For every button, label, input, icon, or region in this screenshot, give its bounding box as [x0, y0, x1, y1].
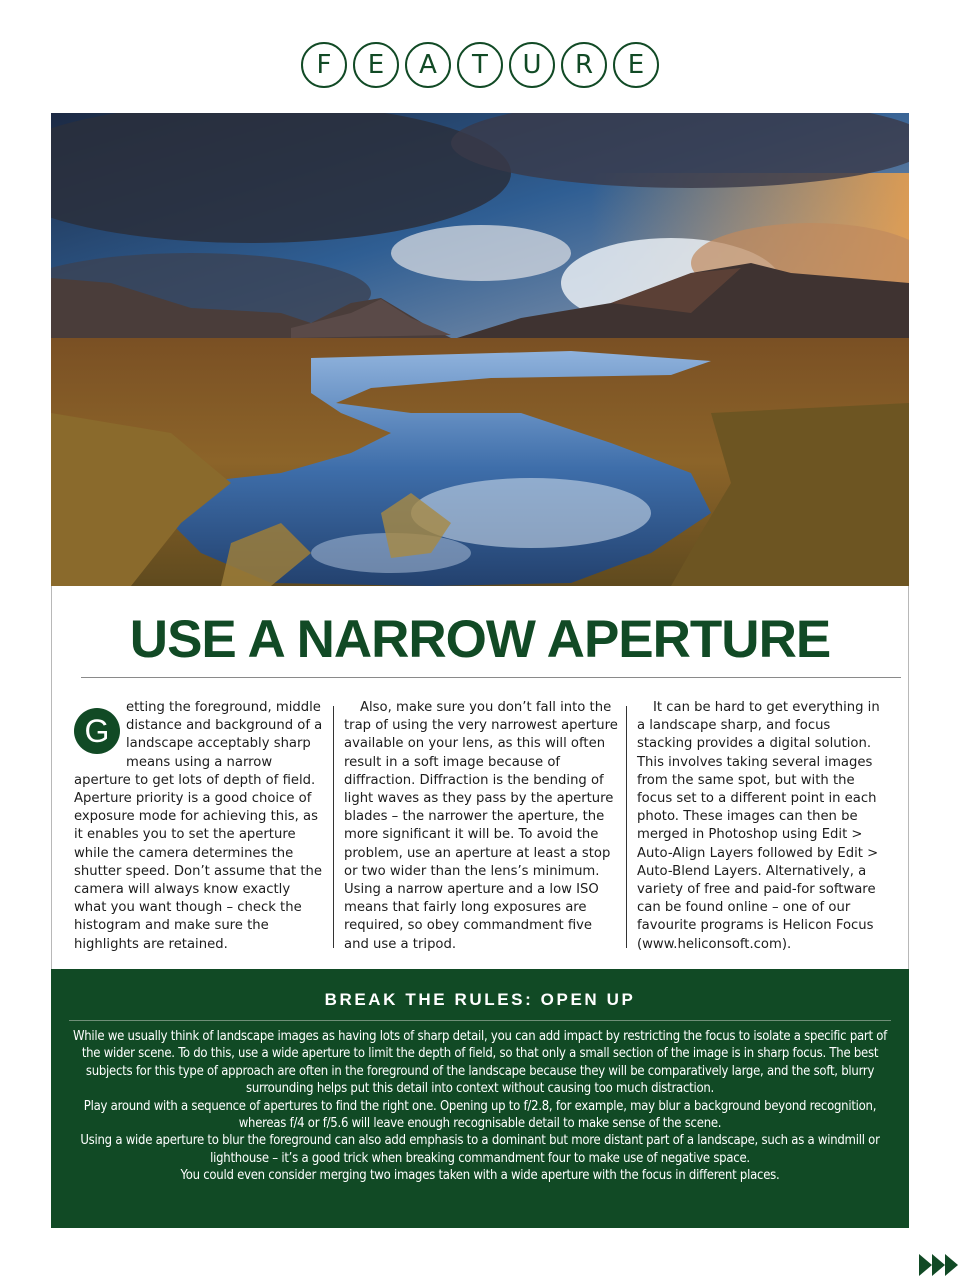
- sidebar-paragraph: You could even consider merging two images taken with a wide aperture with the focus in different places.: [180, 1168, 780, 1184]
- sidebar-body: [63, 1028, 897, 1185]
- sidebar-paragraph: Play around with a sequence of apertures to find the right one. Opening up to f/2.8, for example, may blur a background beyond recognition, whereas f/4 or f/5.6 will leave enough recognisable detail to make sense of the scene.: [83, 1098, 877, 1132]
- body-text: etting the foreground, middle distance and background of a landscape acceptably sharp means using a narrow aperture to get lots of depth of field. Aperture priority is a good choice of exposure mode for achieving this, as it enables you to set the aperture while the camera determines the shutter speed. Don’t assume that the camera will always know exactly what you want though – check the histogram and make sure the highlights are retained.: [74, 700, 323, 952]
- body-column-2: [344, 699, 620, 954]
- section-label-feature: [0, 42, 960, 88]
- feature-letter: T: [457, 42, 503, 88]
- feature-letter: E: [613, 42, 659, 88]
- feature-letter: F: [301, 42, 347, 88]
- sidebar-title: BREAK THE RULES: OPEN UP: [324, 990, 636, 1009]
- sidebar-paragraph: While we usually think of landscape images as having lots of sharp detail, you can add impact by restricting the focus to isolate a specific part of the wider scene. To do this, use a wide aperture to limit the depth of field, so that only a small section of the image is in sharp focus. The best subjects for this type of approach are often in the foreground of the landscape because they will be comparatively large, and the soft, blurry surrounding helps put this detail into context without causing too much distraction.: [72, 1029, 888, 1097]
- column-divider: [626, 706, 627, 948]
- feature-letter: E: [353, 42, 399, 88]
- column-divider: [333, 706, 334, 948]
- dropcap: G: [74, 708, 120, 754]
- triple-arrow-right-icon[interactable]: [919, 1253, 960, 1277]
- body-text: It can be hard to get everything in a landscape sharp, and focus stacking provides a digital solution. This involves taking several images from the same spot, but with the focus set to a different point in each photo. These images can then be merged in Photoshop using Edit > Auto-Align Layers followed by Edit > Auto-Blend Layers. Alternatively, a variety of free and paid-for software can be found online – one of our favourite programs is Helicon Focus (www.heliconsoft.com).: [637, 700, 880, 952]
- sidebar-paragraph: Using a wide aperture to blur the foreground can also add emphasis to a dominant but more distant part of a landscape, such as a windmill or lighthouse – it’s a good trick when breaking commandment four to make use of negative space.: [80, 1133, 880, 1166]
- feature-letter: U: [509, 42, 555, 88]
- title-divider: [81, 677, 901, 678]
- feature-letter: R: [561, 42, 607, 88]
- feature-letter: A: [405, 42, 451, 88]
- sidebar-box: [51, 969, 909, 1228]
- body-column-1: [74, 699, 324, 954]
- landscape-photo: [51, 113, 909, 586]
- body-column-3: [637, 699, 887, 954]
- body-text: Also, make sure you don’t fall into the trap of using the very narrowest aperture available on your lens, as this will often result in a soft image because of diffraction. Diffraction is the bending of light waves as they pass by the aperture blades – the narrower the aperture, the more significant it will be. To avoid the problem, use an aperture at least a stop or two wider than the lens’s minimum. Using a narrow aperture and a low ISO means that fairly long exposures are required, so obey commandment five and use a tripod.: [344, 700, 618, 952]
- sidebar-divider: [69, 1020, 891, 1021]
- article-title: USE A NARROW APERTURE: [129, 610, 831, 669]
